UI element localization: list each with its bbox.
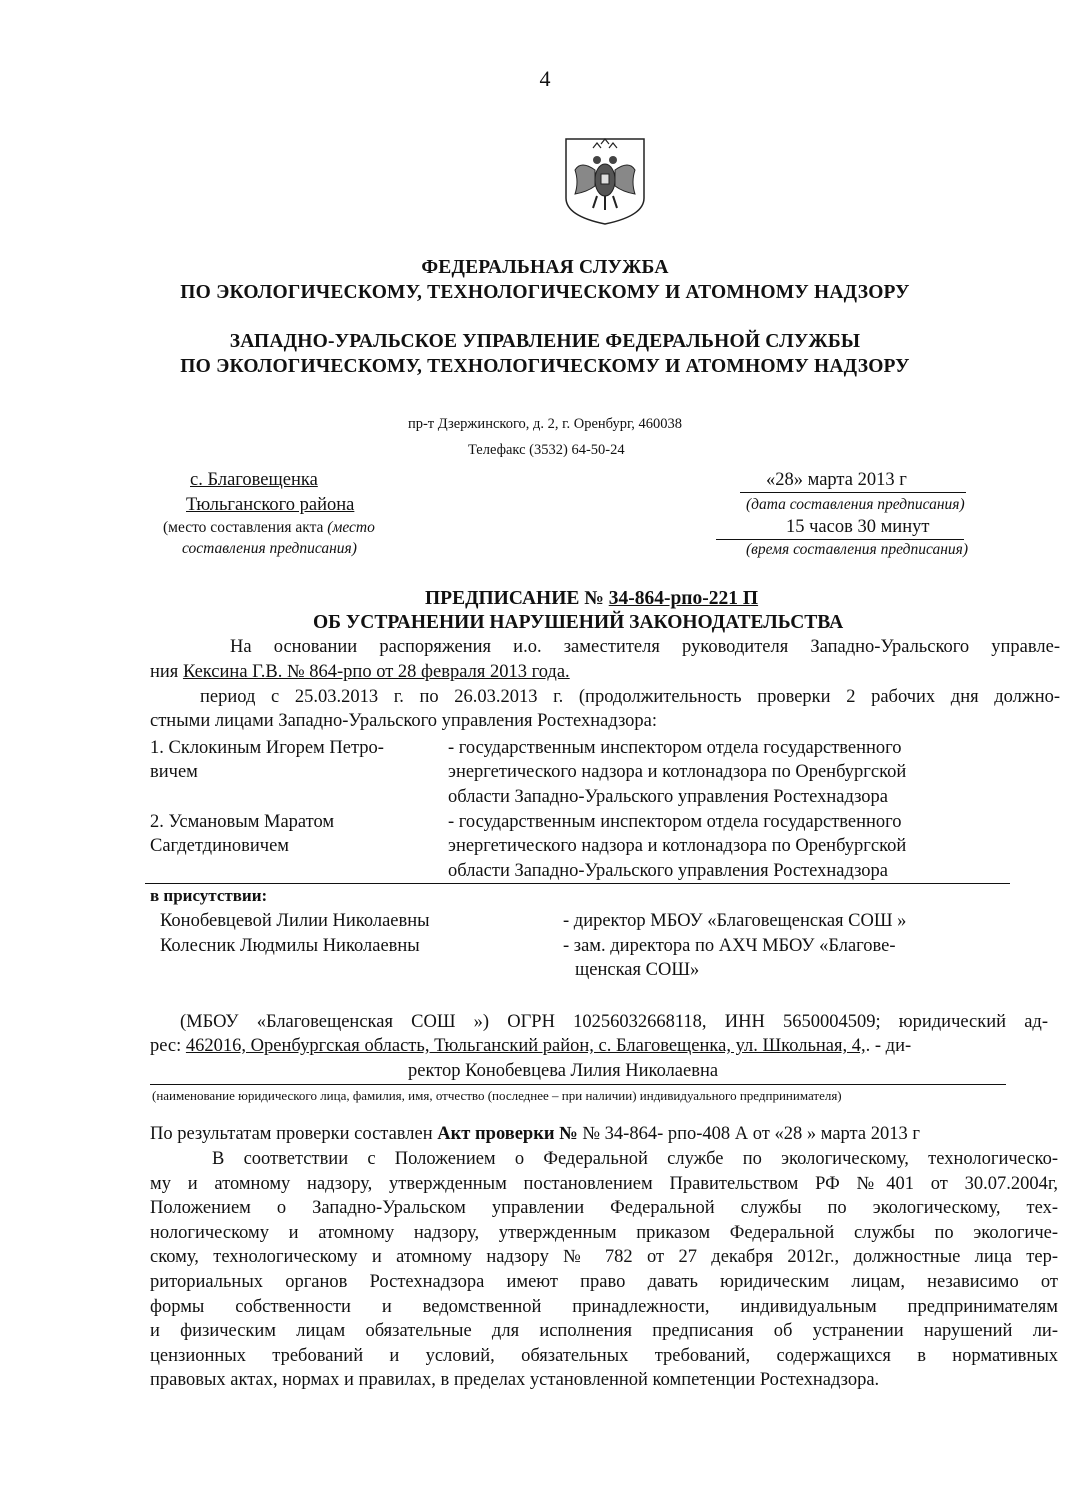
entity-underline [150, 1084, 1006, 1085]
inspector-1-role-2: энергетического надзора и котлонадзора по Оренбургской [448, 762, 907, 782]
date-underline [740, 492, 966, 493]
prescription-subtitle: ОБ УСТРАНЕНИИ НАРУШЕНИЙ ЗАКОНОДАТЕЛЬСТВА [313, 612, 844, 633]
place-caption-1: (место составления акта (место [163, 519, 375, 536]
body-line-5: скому, технологическому и атомному надзору № 782 от 27 декабря 2012г., должностные лица тер- [150, 1247, 1058, 1267]
body-line-9: цензионных требований и условий, обязательных требований, содержащихся в нормативных [150, 1346, 1058, 1366]
place-line-2: Тюльганского района [186, 495, 355, 515]
body-line-7: формы собственности и ведомственной принадлежности, индивидуальным предпринимателям [150, 1297, 1058, 1317]
inspector-2-role-1: - государственным инспектором отдела государственного [448, 812, 902, 832]
body-line-6: риториальных органов Ростехнадзора имеют право давать юридическим лицам, независимо от [150, 1272, 1058, 1292]
body-line-3: Положением о Западно-Уральском управлении Федеральной службы по экологическому, тех- [150, 1198, 1058, 1218]
date-value: «28» марта 2013 г [766, 470, 907, 490]
place-caption-2: составления предписания) [182, 540, 357, 557]
body-line-2: му и атомному надзору, утвержденным постановлением Правительством РФ №401 от 30.07.2004г, [150, 1174, 1058, 1194]
header-address: пр-т Дзержинского, д. 2, г. Оренбург, 460038 [407, 416, 683, 432]
header-line-1: ФЕДЕРАЛЬНАЯ СЛУЖБА [421, 257, 669, 278]
entity-line-3: ректор Конобевцева Лилия Николаевна [408, 1061, 719, 1081]
inspector-2-role-3: области Западно-Уральского управления Ростехнадзора [448, 861, 889, 881]
page-number: 4 [539, 66, 551, 91]
presence-label: в присутствии: [150, 886, 268, 905]
coat-of-arms-icon [563, 136, 647, 226]
prescription-title: ПРЕДПИСАНИЕ № 34-864-рпо-221 П [425, 588, 759, 609]
basis-line-4: стными лицами Западно-Уральского управления Ростехнадзора: [150, 711, 658, 731]
inspector-1-role-3: области Западно-Уральского управления Ростехнадзора [448, 787, 889, 807]
entity-line-2: рес: 462016, Оренбургская область, Тюльганский район, с. Благовещенка, ул. Школьная, 4,. - ди- [150, 1036, 912, 1056]
inspector-2-role-2: энергетического надзора и котлонадзора по Оренбургской [448, 836, 907, 856]
entity-caption: (наименование юридического лица, фамилия, имя, отчество (последнее – при наличии) индивидуального предпринимателя) [152, 1088, 842, 1103]
header-line-2: ПО ЭКОЛОГИЧЕСКОМУ, ТЕХНОЛОГИЧЕСКОМУ И АТОМНОМУ НАДЗОРУ [180, 282, 910, 303]
body-line-1: В соответствии с Положением о Федеральной службе по экологическому, технологическо- [212, 1149, 1058, 1169]
presence-person-1-role: - директор МБОУ «Благовещенская СОШ » [563, 911, 907, 931]
header-phone: Телефакс (3532) 64-50-24 [468, 442, 625, 458]
header-line-3: ЗАПАДНО-УРАЛЬСКОЕ УПРАВЛЕНИЕ ФЕДЕРАЛЬНОЙ СЛУЖБЫ [229, 331, 861, 352]
basis-line-2: ния Кексина Г.В. № 864-рпо от 28 февраля 2013 года. [150, 662, 570, 682]
time-underline [716, 539, 964, 540]
results-line: По результатам проверки составлен Акт проверки № № 34-864- рпо-408 А от «28 » марта 2013 г [150, 1124, 920, 1144]
inspector-1-role-1: - государственным инспектором отдела государственного [448, 738, 902, 758]
basis-line-3: период с 25.03.2013 г. по 26.03.2013 г. (продолжительность проверки 2 рабочих дня должно- [200, 687, 1060, 707]
inspector-2-name-1: 2. Усмановым Маратом [150, 812, 335, 832]
date-caption: (дата составления предписания) [746, 496, 965, 513]
inspectors-divider [145, 883, 1010, 884]
time-value: 15 часов 30 минут [786, 517, 930, 537]
place-line-1: с. Благовещенка [190, 470, 318, 490]
presence-person-1-name: Конобевцевой Лилии Николаевны [160, 911, 430, 931]
presence-person-2-name: Колесник Людмилы Николаевны [160, 936, 420, 956]
inspector-1-name-1: 1. Склокиным Игорем Петро- [150, 738, 384, 758]
header-line-4: ПО ЭКОЛОГИЧЕСКОМУ, ТЕХНОЛОГИЧЕСКОМУ И АТОМНОМУ НАДЗОРУ [180, 356, 910, 377]
body-line-10: правовых актах, нормах и правилах, в пределах установленной компетенции Ростехнадзора. [150, 1370, 880, 1390]
inspector-2-name-2: Сагдетдиновичем [150, 836, 290, 856]
entity-line-1: (МБОУ «Благовещенская СОШ ») ОГРН 10256032668118, ИНН 5650004509; юридический ад- [180, 1012, 1048, 1032]
body-line-4: нологическому и атомному надзору, утвержденным приказом Федеральной службы по экологиче- [150, 1223, 1058, 1243]
time-caption: (время составления предписания) [746, 541, 969, 558]
body-line-8: и физическим лицам обязательные для исполнения предписания об устранении нарушений ли- [150, 1321, 1058, 1341]
presence-person-2-role-2: щенская СОШ» [575, 960, 700, 980]
inspector-1-name-2: вичем [150, 762, 198, 782]
basis-line-1: На основании распоряжения и.о. заместителя руководителя Западно-Уральского управле- [230, 637, 1060, 657]
presence-person-2-role-1: - зам. директора по АХЧ МБОУ «Благове- [563, 936, 896, 956]
